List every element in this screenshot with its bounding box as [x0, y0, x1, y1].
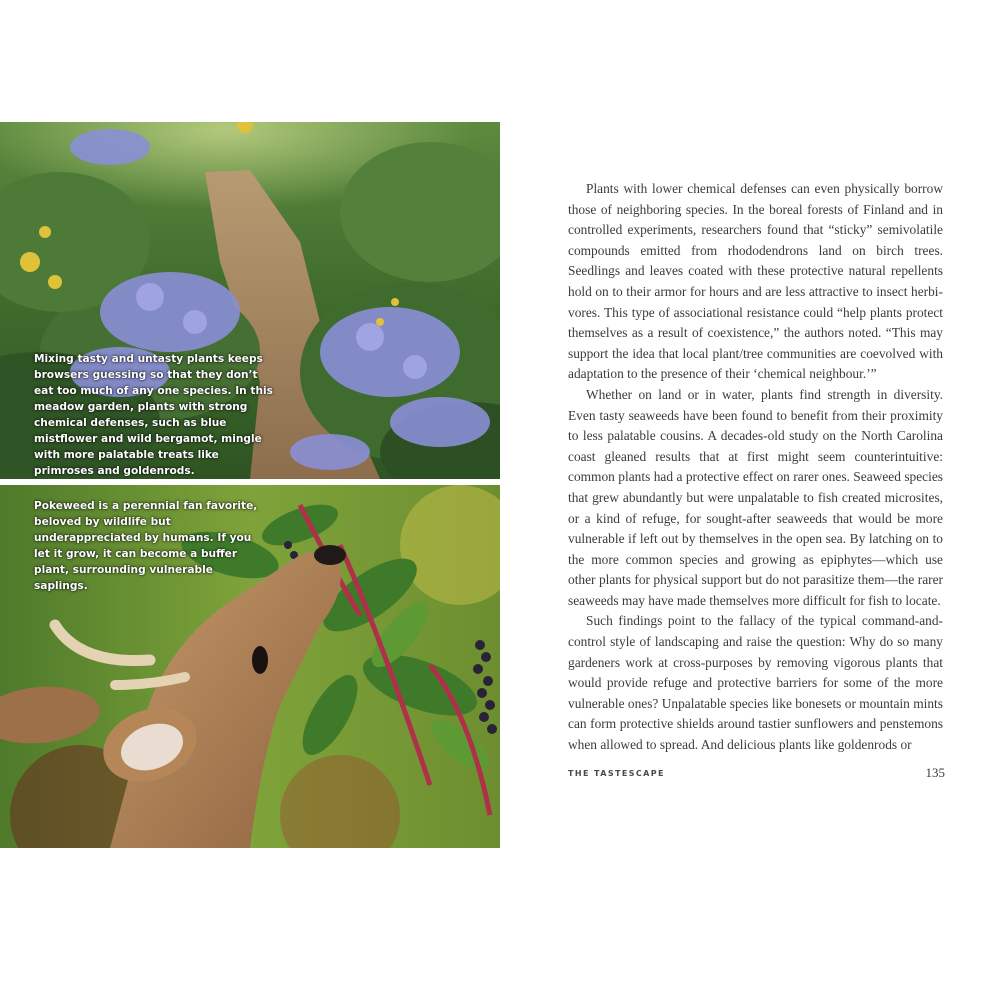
paragraph-borrowed-defenses: Plants with lower chemical defenses can even physically borrow those of neighboring species. In the boreal forests of Finland and in controlled experiments, researchers found that “sticky” semivolatile compounds emitted from rhododendrons land on birch trees. Seedlings and leaves coated with these protective natural repellents hold on to their armor for hours and are less attractive to insect herbivores. This type of associational resistance could “help plants protect themselves as a result of coexistence,” the authors noted. “This may support the idea that local plant/tree communities are coevolved with adaptation to the presence of their ‘chemical neighbour.’”	[568, 181, 943, 382]
paragraph-landscaping: Such findings point to the fallacy of the typical command-and-control style of landscaping and raise the question: Why do so many gardeners work at cross-purposes by removing vigorous plants that would provide refuge and protective barriers for some of the more vulnerable ones? Unpalatable species like bonesets or mountain mints can form protective shields around tastier sunflowers and penstemons when allowed to spread. And delicious plants like goldenrods or	[568, 613, 943, 753]
paragraph-seaweeds: Whether on land or in water, plants find strength in diversity. Even tasty seaweeds have been found to benefit from their proximity to less palatable cousins. A decades-old study on the North Carolina coast gleaned results that at first might seem counterintuitive: common plants had a protective effect on rarer ones. Seaweed species that grew abundantly but were unpalatable to fish created microsites, or a kind of refuge, for sought-after seaweeds that would be more vulnerable if left out by themselves in the open sea. By latching on to the more common species and growing as epiphytes—which use other plants for physical support but do not parasitize them—the rarer seaweeds may have made themselves more difficult for fish to locate.	[568, 386, 943, 608]
deer-pokeweed-photo	[0, 485, 500, 848]
meadow-garden-photo	[0, 122, 500, 479]
meadow-photo-caption: Mixing tasty and untasty plants keeps browsers guessing so that they don’t eat too much of any one species. In this meadow garden, plants with strong chemical defenses, such as blue mistflower and wild bergamot, mingle with more palatable treats like primroses and goldenrods.	[34, 353, 273, 477]
body-text	[568, 179, 943, 756]
deer-photo-caption: Pokeweed is a perennial fan favorite, beloved by wildlife but underappreciated by humans. If you let it grow, it can become a buffer plant, surrounding vulnerable saplings.	[34, 500, 258, 592]
page-number: 135	[925, 765, 945, 780]
running-title: THE TASTESCAPE	[568, 769, 665, 778]
